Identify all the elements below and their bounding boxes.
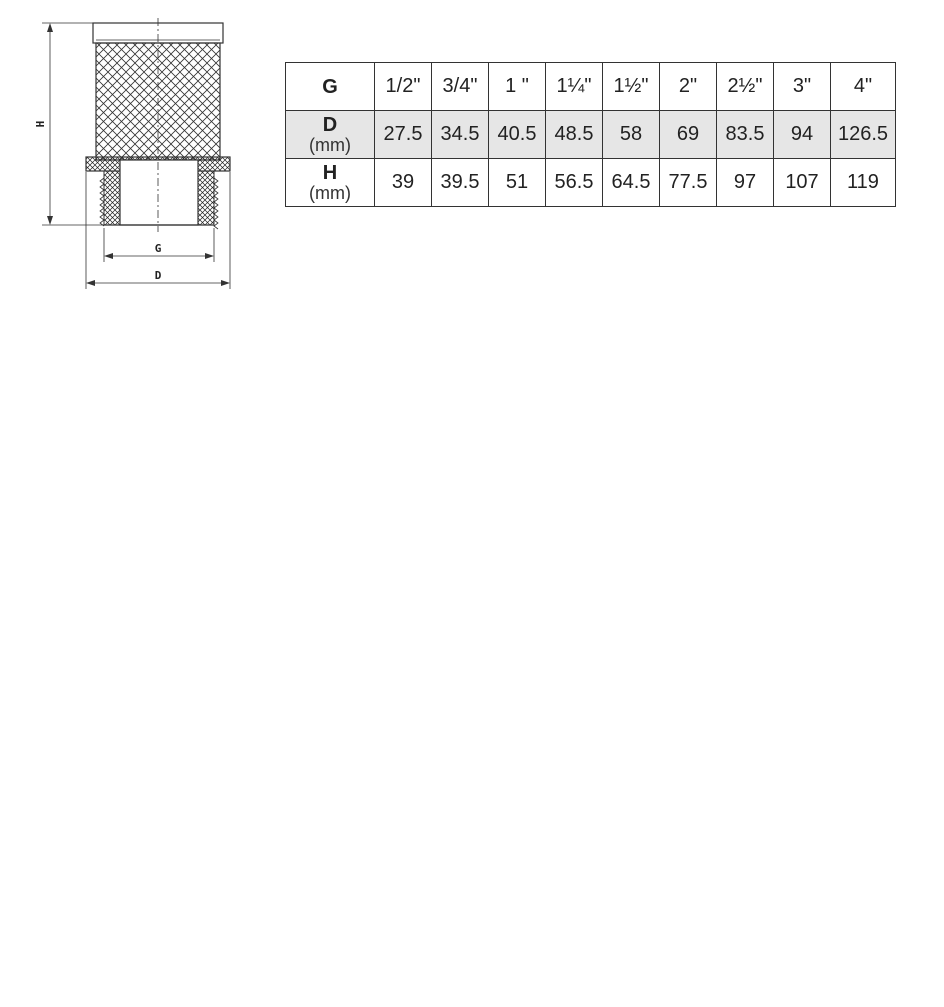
table-row xyxy=(286,111,896,159)
table-cell: 39 xyxy=(375,159,432,207)
table-cell: 3/4" xyxy=(432,63,489,111)
table-cell: 3" xyxy=(774,63,831,111)
table-cell: 1 " xyxy=(489,63,546,111)
table-cell: 1¼" xyxy=(546,63,603,111)
foot-valve-strainer-drawing xyxy=(0,0,280,300)
row-header xyxy=(286,111,375,159)
row-header xyxy=(286,63,375,111)
table-cell: 48.5 xyxy=(546,111,603,159)
height-label: H xyxy=(34,120,47,128)
table-cell: 34.5 xyxy=(432,111,489,159)
row-unit: (mm) xyxy=(309,182,351,203)
dimension-table-body xyxy=(286,63,896,207)
thread-label: G xyxy=(154,242,162,255)
table-cell: 2" xyxy=(660,63,717,111)
table-cell: 27.5 xyxy=(375,111,432,159)
row-label: H xyxy=(322,161,338,184)
table-cell: 58 xyxy=(603,111,660,159)
table-cell: 2½" xyxy=(717,63,774,111)
table-cell: 51 xyxy=(489,159,546,207)
row-unit: (mm) xyxy=(309,134,351,155)
row-label: G xyxy=(322,75,338,98)
table-cell: 69 xyxy=(660,111,717,159)
dimension-table xyxy=(285,62,896,207)
table-cell: 119 xyxy=(831,159,896,207)
table-cell: 64.5 xyxy=(603,159,660,207)
thread-right xyxy=(198,171,214,225)
table-cell: 1½" xyxy=(603,63,660,111)
table-cell: 126.5 xyxy=(831,111,896,159)
table-cell: 94 xyxy=(774,111,831,159)
table-cell: 40.5 xyxy=(489,111,546,159)
thread-left xyxy=(104,171,120,225)
diameter-label: D xyxy=(154,269,162,282)
row-label: D xyxy=(322,113,338,136)
table-cell: 39.5 xyxy=(432,159,489,207)
table-cell: 1/2" xyxy=(375,63,432,111)
table-cell: 97 xyxy=(717,159,774,207)
table-row xyxy=(286,63,896,111)
table-cell: 107 xyxy=(774,159,831,207)
table-row xyxy=(286,159,896,207)
table-cell: 83.5 xyxy=(717,111,774,159)
table-cell: 77.5 xyxy=(660,159,717,207)
table-cell: 4" xyxy=(831,63,896,111)
bore xyxy=(120,160,198,225)
table-cell: 56.5 xyxy=(546,159,603,207)
row-header xyxy=(286,159,375,207)
